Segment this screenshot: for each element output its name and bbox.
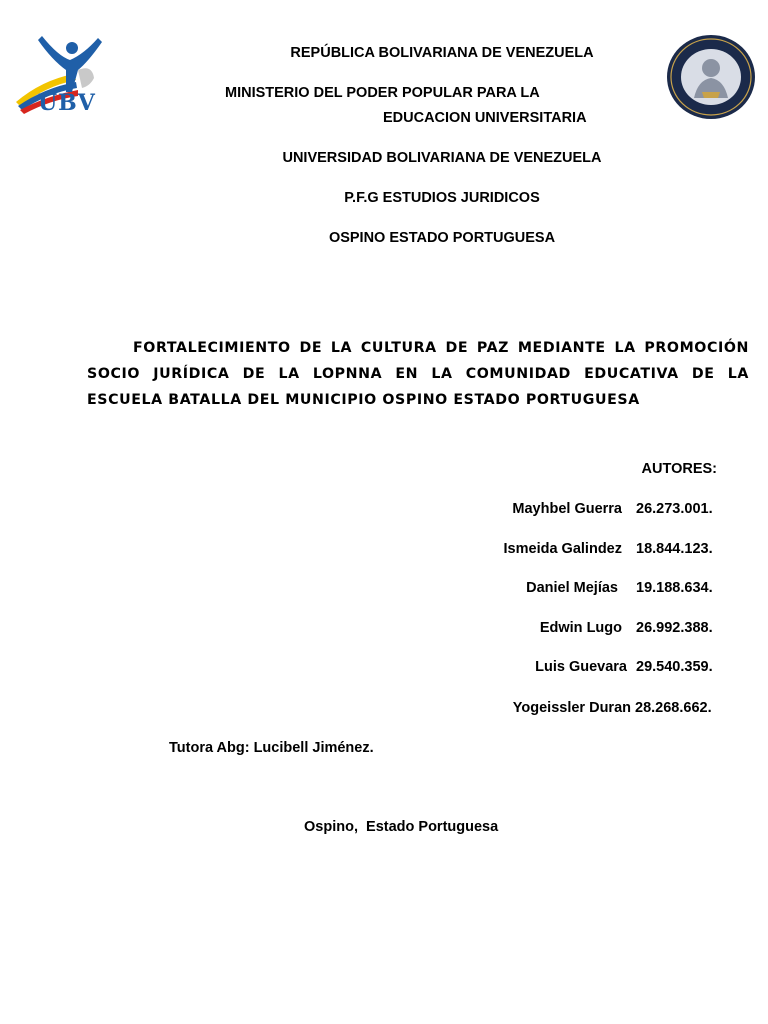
author-id: 26.273.001. xyxy=(636,501,713,517)
university-seal xyxy=(666,34,756,120)
author-name: Mayhbel Guerra xyxy=(512,501,622,517)
ubv-logo xyxy=(12,30,104,122)
tutor-line: Tutora Abg: Lucibell Jiménez. xyxy=(169,740,374,756)
author-id: 19.188.634. xyxy=(636,580,713,596)
author-id: 18.844.123. xyxy=(636,541,713,557)
author-id: 29.540.359. xyxy=(636,659,713,675)
author-name: Yogeissler Duran xyxy=(512,700,631,716)
header-location: OSPINO ESTADO PORTUGUESA xyxy=(328,230,556,246)
author-id: 28.268.662. xyxy=(635,700,712,716)
ubv-logo-text: UBV xyxy=(38,90,96,116)
header-ministry: MINISTERIO DEL PODER POPULAR PARA LA xyxy=(225,85,540,101)
header-program: P.F.G ESTUDIOS JURIDICOS xyxy=(344,190,540,206)
footer-place: Ospino, Estado Portuguesa xyxy=(304,819,499,835)
header-university: UNIVERSIDAD BOLIVARIANA DE VENEZUELA xyxy=(282,150,602,166)
header-ministry-cont: EDUCACION UNIVERSITARIA xyxy=(383,110,587,126)
author-id: 26.992.388. xyxy=(636,620,713,636)
author-name: Daniel Mejías xyxy=(526,580,618,596)
author-name: Ismeida Galindez xyxy=(503,541,622,557)
author-name: Luis Guevara xyxy=(535,659,627,675)
authors-heading: AUTORES: xyxy=(641,461,717,477)
seal-graphic xyxy=(666,34,756,120)
document-title: FORTALECIMIENTO DE LA CULTURA DE PAZ MEDIANTE LA PROMOCIÓN SOCIO JURÍDICA DE LA LOPNNA EN LA COMUNIDAD EDUCATIVA DE LA ESCUELA BATALLA DEL MUNICIPIO OSPINO ESTADO PORTUGUESA xyxy=(87,340,749,408)
author-name: Edwin Lugo xyxy=(539,620,622,636)
header-republic: REPÚBLICA BOLIVARIANA DE VENEZUELA xyxy=(290,45,594,61)
